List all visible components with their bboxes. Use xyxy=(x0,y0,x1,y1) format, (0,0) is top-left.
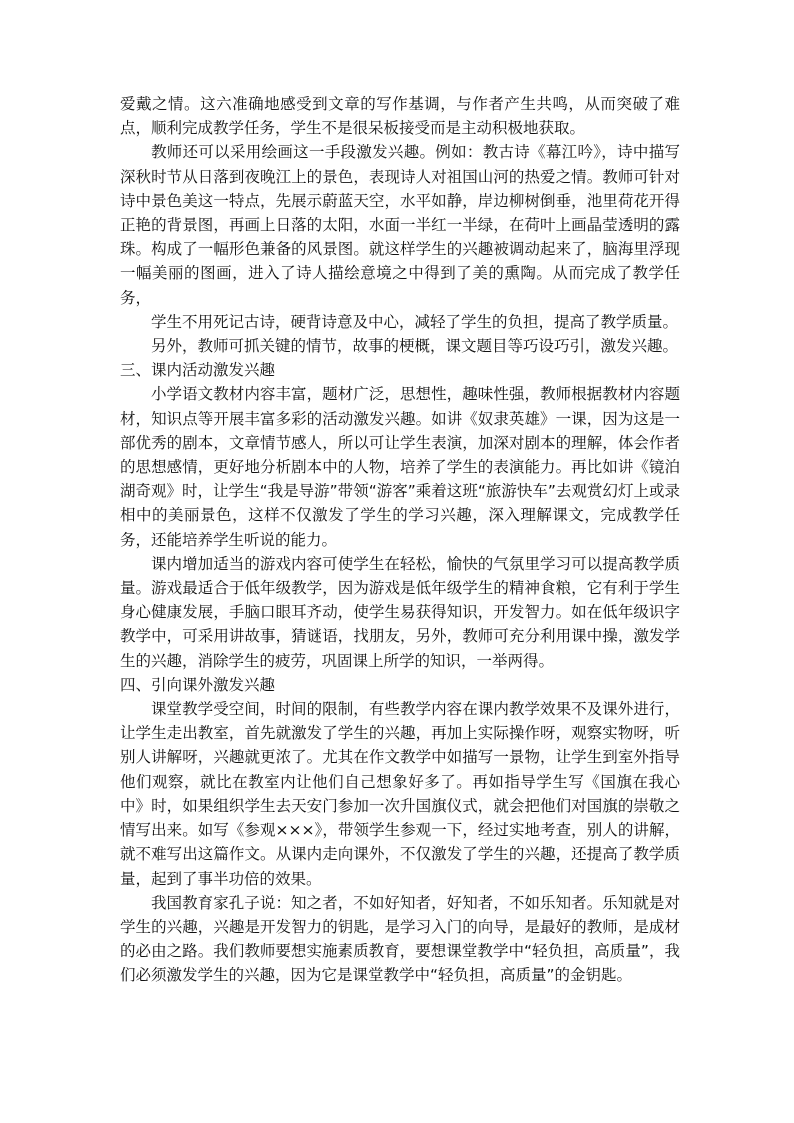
paragraph-outside-class: 课堂教学受空间，时间的限制，有些教学内容在课内教学效果不及课外进行，让学生走出教室，首先就激发了学生的兴趣，再加上实际操作呀，观察实物呀，听别人讲解呀，兴趣就更浓了。尤其在作文教学中如描写一景物，让学生到室外指导他们观察，就比在教室内让他们自己想象好多了。再如指导学生写《国旗在我心中》时，如果组织学生去天安门参加一次升国旗仪式，就会把他们对国旗的崇敬之情写出来。如写《参观×××》，带领学生参观一下，经过实地考查，别人的讲解，就不难写出这篇作文。从课内走向课外，不仅激发了学生的兴趣，还提高了教学质量，起到了事半功倍的效果。 xyxy=(120,700,680,888)
paragraph-key-plot: 另外，教师可抓关键的情节，故事的梗概，课文题目等巧设巧引，激发兴趣。 xyxy=(151,337,679,356)
paragraph-games: 课内增加适当的游戏内容可使学生在轻松，愉快的气氛里学习可以提高教学质量。游戏最适合于低年级教学，因为游戏是低年级学生的精神食粮，它有利于学生身心健康发展，手脑口眼耳齐动，使学生易获得知识，开发智力。如在低年级识字教学中，可采用讲故事，猜谜语，找朋友，另外，教师可充分利用课中操，激发学生的兴趣，消除学生的疲劳，巩固课上所学的知识，一举两得。 xyxy=(120,554,680,670)
paragraph-painting-method: 教师还可以采用绘画这一手段激发兴趣。例如：教古诗《幕江吟》，诗中描写深秋时节从日落到夜晚江上的景色，表现诗人对祖国山河的热爱之情。教师可针对诗中景色美这一特点，先展示蔚蓝天空，水平如静，岸边柳树倒垂，池里荷花开得正艳的背景图，再画上日落的太阳，水面一半红一半绿，在荷叶上画晶莹透明的露珠。构成了一幅形色兼备的风景图。就这样学生的兴趣被调动起来了，脑海里浮现一幅美丽的图画，进入了诗人描绘意境之中得到了美的熏陶。从而完成了教学任务， xyxy=(120,143,680,307)
paragraph-conclusion: 我国教育家孔子说：知之者，不如好知者，好知者，不如乐知者。乐知就是对学生的兴趣，兴趣是开发智力的钥匙，是学习入门的向导，是最好的教师，是成材的必由之路。我们教师要想实施素质教育，要想课堂教学中“轻负担，高质量”，我们必须激发学生的兴趣，因为它是课堂教学中“轻负担，高质量”的金钥匙。 xyxy=(120,893,680,985)
paragraph-reduce-burden: 学生不用死记古诗，硬背诗意及中心，减轻了学生的负担，提高了教学质量。 xyxy=(151,312,679,331)
paragraph-continued: 爱戴之情。这六准确地感受到文章的写作基调，与作者产生共鸣，从而突破了难点，顺利完成教学任务，学生不是很呆板接受而是主动积极地获取。 xyxy=(120,95,680,138)
paragraph-activities: 小学语文教材内容丰富，题材广泛，思想性，趣味性强，教师根据教材内容题材，知识点等开展丰富多彩的活动激发兴趣。如讲《奴隶英雄》一课，因为这是一部优秀的剧本，文章情节感人，所以可让学生表演，加深对剧本的理解，体会作者的思想感情，更好地分析剧本中的人物，培养了学生的表演能力。再比如讲《镜泊湖奇观》时，让学生“我是导游”带领“游客”乘着这班“旅游快车”去观赏幻灯上或录相中的美丽景色，这样不仅激发了学生的学习兴趣，深入理解课文，完成教学任务，还能培养学生听说的能力。 xyxy=(120,385,680,549)
document-page xyxy=(120,92,680,988)
section-heading-4: 四、引向课外激发兴趣 xyxy=(120,675,276,694)
section-heading-3: 三、课内活动激发兴趣 xyxy=(120,361,276,380)
